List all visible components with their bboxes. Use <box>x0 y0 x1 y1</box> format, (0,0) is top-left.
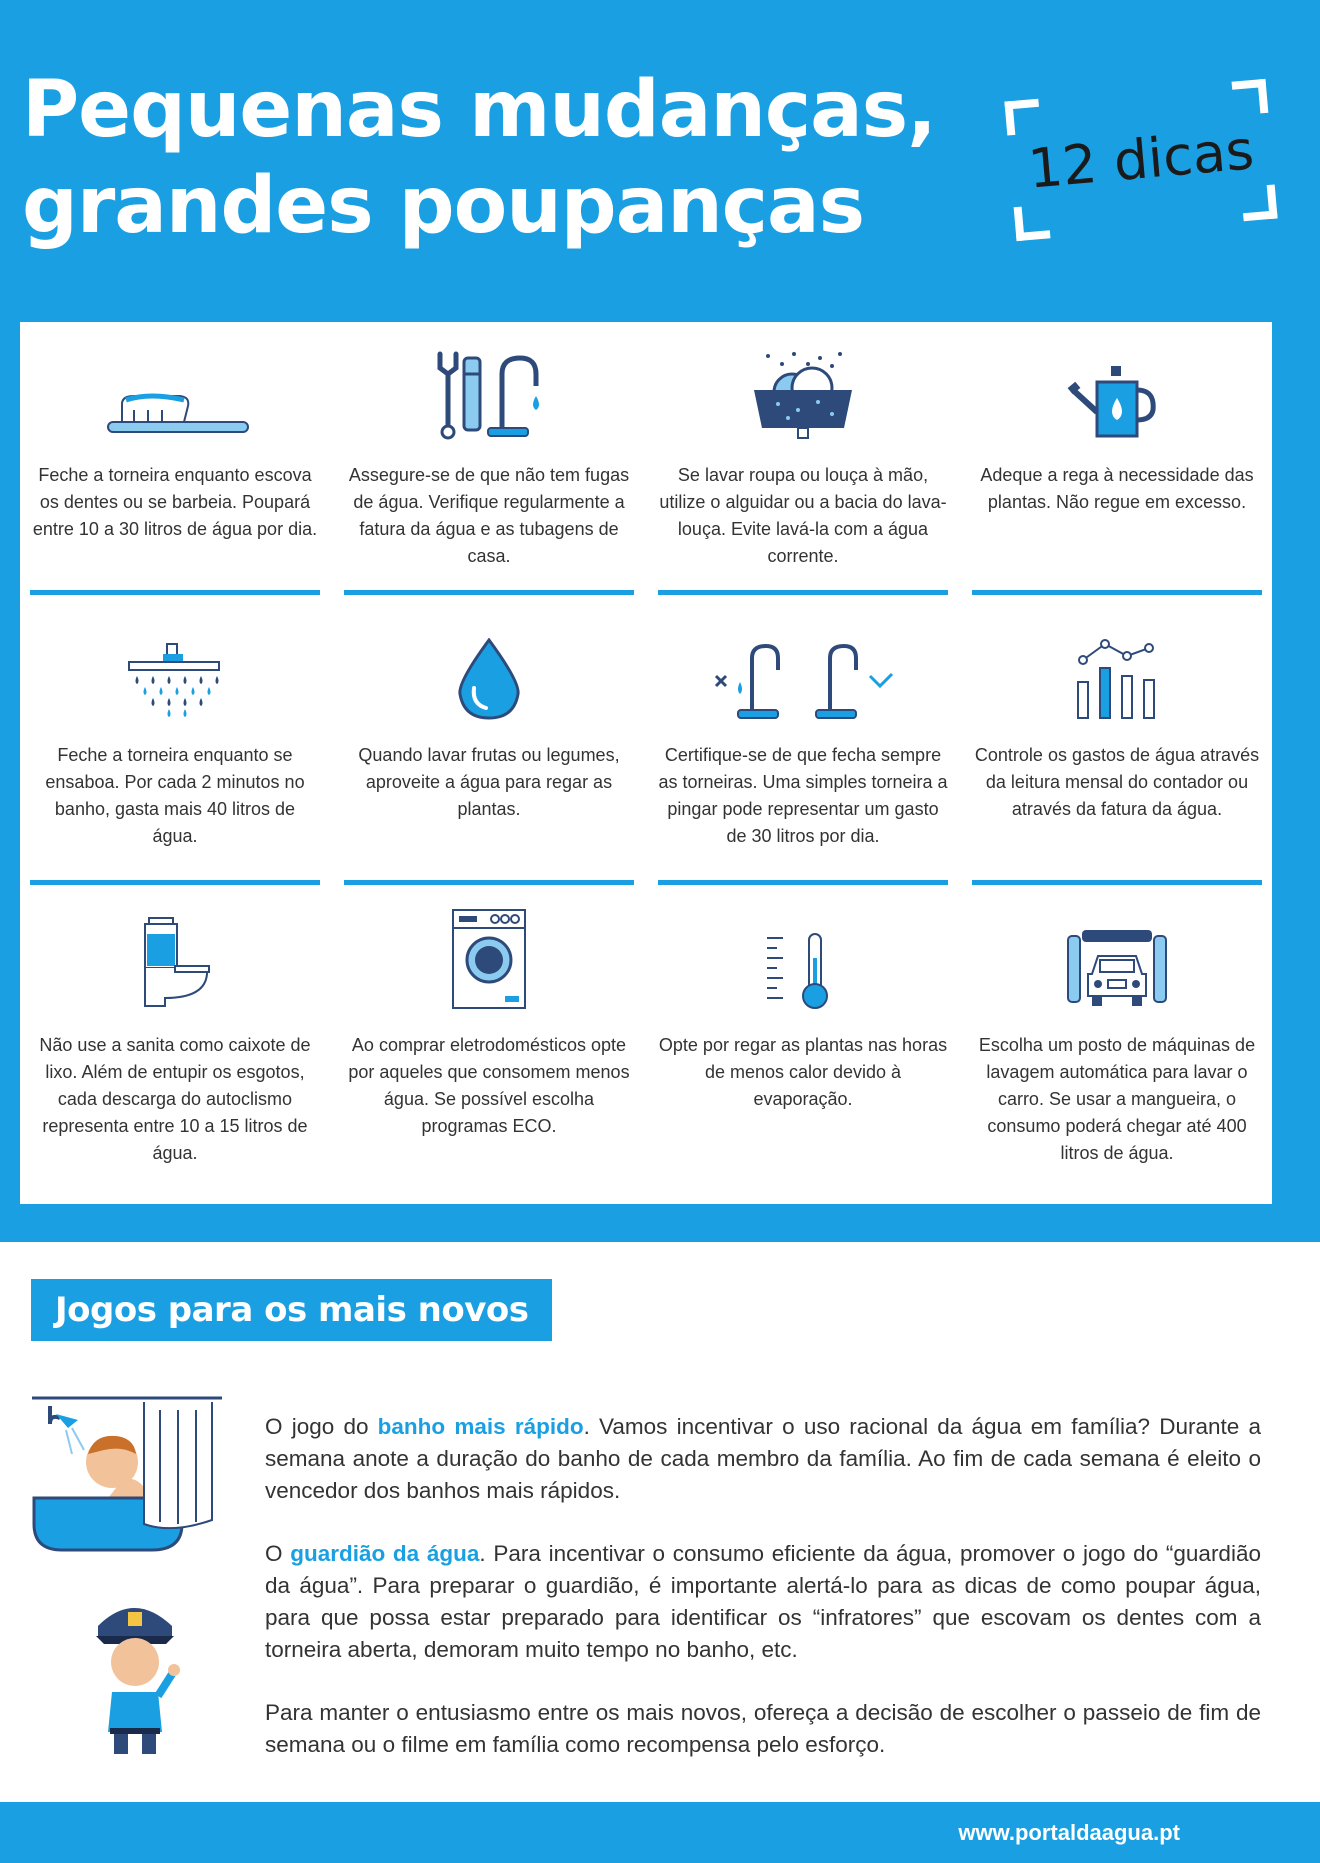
badge-label: 12 dicas <box>1025 118 1257 201</box>
highlight-fastest-bath: banho mais rápido <box>377 1414 584 1439</box>
website-link[interactable]: www.portaldaagua.pt <box>958 1820 1180 1845</box>
droplet <box>192 687 195 695</box>
tip-divider <box>344 590 634 595</box>
droplet <box>160 687 163 695</box>
tip-divider <box>30 590 320 595</box>
tip-text: Escolha um posto de máquinas de lavagem automática para lavar o carro. Se usar a mangueira, o consumo poderá chegar até 400 litros de água. <box>978 1035 1256 1163</box>
tips-panel <box>20 322 1272 1204</box>
tip-divider <box>972 590 1262 595</box>
wash-basin-icon <box>658 332 948 442</box>
droplet <box>184 676 187 684</box>
faucets-check-icon <box>658 612 948 722</box>
title-line-1: Pequenas mudanças, <box>22 65 936 155</box>
tip-text: Opte por regar as plantas nas horas de menos calor devido à evaporação. <box>658 1035 948 1109</box>
page-title <box>22 62 936 254</box>
p1-text: . Vamos incentivar o uso racional da água em família? Durante a semana anote a duração do banho de cada membro da família. Ao fim de cada semana é eleito o vencedor dos banhos mais rápidos. <box>265 1414 1261 1503</box>
highlight-water-guardian: guardião da água <box>290 1541 480 1566</box>
game-guardian-paragraph <box>265 1538 1261 1666</box>
tip-text: Assegure-se de que não tem fugas de água. Verifique regularmente a fatura da água e as tubagens de casa. <box>348 465 630 566</box>
reward-paragraph: Para manter o entusiasmo entre os mais novos, ofereça a decisão de escolher o passeio de fim de semana ou o filme em família como recompensa pelo esforço. <box>265 1700 1261 1757</box>
droplet <box>216 676 219 684</box>
tip-text: Feche a torneira enquanto escova os dentes ou se barbeia. Poupará entre 10 a 30 litros de água por dia. <box>32 465 318 539</box>
wrench-faucet-icon <box>344 332 634 442</box>
car-wash-icon <box>972 902 1262 1012</box>
droplet <box>200 698 203 706</box>
droplet <box>208 687 211 695</box>
tip-text: Quando lavar frutas ou legumes, aproveite a água para regar as plantas. <box>358 745 620 819</box>
tip-divider <box>658 880 948 885</box>
water-guardian-illustration <box>90 1596 180 1758</box>
droplet <box>168 698 171 706</box>
washing-machine-icon <box>344 902 634 1012</box>
droplet <box>152 698 155 706</box>
thermometer-icon <box>658 902 948 1012</box>
tip-divider <box>972 880 1262 885</box>
title-line-2: grandes poupanças <box>22 161 865 251</box>
droplet <box>176 687 179 695</box>
droplet <box>184 698 187 706</box>
tip-divider <box>30 880 320 885</box>
tip-text: Ao comprar eletrodomésticos opte por aqueles que consomem menos água. Se possível escolha programas ECO. <box>348 1035 630 1136</box>
footer-bar <box>0 1802 1320 1863</box>
frame-corner <box>1232 79 1269 116</box>
game-bath-paragraph <box>265 1411 1261 1507</box>
droplet <box>136 676 139 684</box>
droplet <box>144 687 147 695</box>
droplet <box>152 676 155 684</box>
droplet <box>168 676 171 684</box>
frame-corner <box>1241 184 1278 221</box>
droplet <box>184 709 187 717</box>
usage-chart-icon <box>972 612 1262 722</box>
tip-text: Adeque a rega à necessidade das plantas. Não regue em excesso. <box>980 465 1254 512</box>
tip-text: Se lavar roupa ou louça à mão, utilize o alguidar ou a bacia do lava-louça. Evite lavá-la com a água corrente. <box>659 465 947 566</box>
p2-prefix: O <box>265 1541 291 1566</box>
games-heading: Jogos para os mais novos <box>31 1279 552 1341</box>
frame-corner <box>1004 99 1041 136</box>
water-drop-icon <box>344 612 634 722</box>
tip-text: Feche a torneira enquanto se ensaboa. Por cada 2 minutos no banho, gasta mais 40 litros de água. <box>45 745 305 846</box>
tip-divider <box>344 880 634 885</box>
tip-divider <box>658 590 948 595</box>
tip-text: Controle os gastos de água através da leitura mensal do contador ou através da fatura da água. <box>974 745 1260 819</box>
bath-illustration <box>32 1394 222 1558</box>
droplet <box>200 676 203 684</box>
droplet <box>168 709 171 717</box>
watering-can-icon <box>972 332 1262 442</box>
tip-text: Certifique-se de que fecha sempre as torneiras. Uma simples torneira a pingar pode representar um gasto de 30 litros por dia. <box>658 745 948 846</box>
toothbrush-icon <box>30 332 320 442</box>
tip-text: Não use a sanita como caixote de lixo. Além de entupir os esgotos, cada descarga do autoclismo representa entre 10 a 15 litros de água. <box>39 1035 311 1163</box>
frame-corner <box>1014 204 1051 241</box>
tips-count-badge <box>1004 79 1277 241</box>
shower-head-icon <box>30 612 320 722</box>
p2-text: . Para incentivar o consumo eficiente da água, promover o jogo do “guardião da água”. Para preparar o guardião, é importante alertá-lo para as dicas de como poupar água, para que possa estar preparado para identificar os “infratores” que escovam os dentes com a torneira aberta, demoram muito tempo no banho, etc. <box>265 1541 1261 1662</box>
p1-prefix: O jogo do <box>265 1414 378 1439</box>
toilet-icon <box>30 902 320 1012</box>
